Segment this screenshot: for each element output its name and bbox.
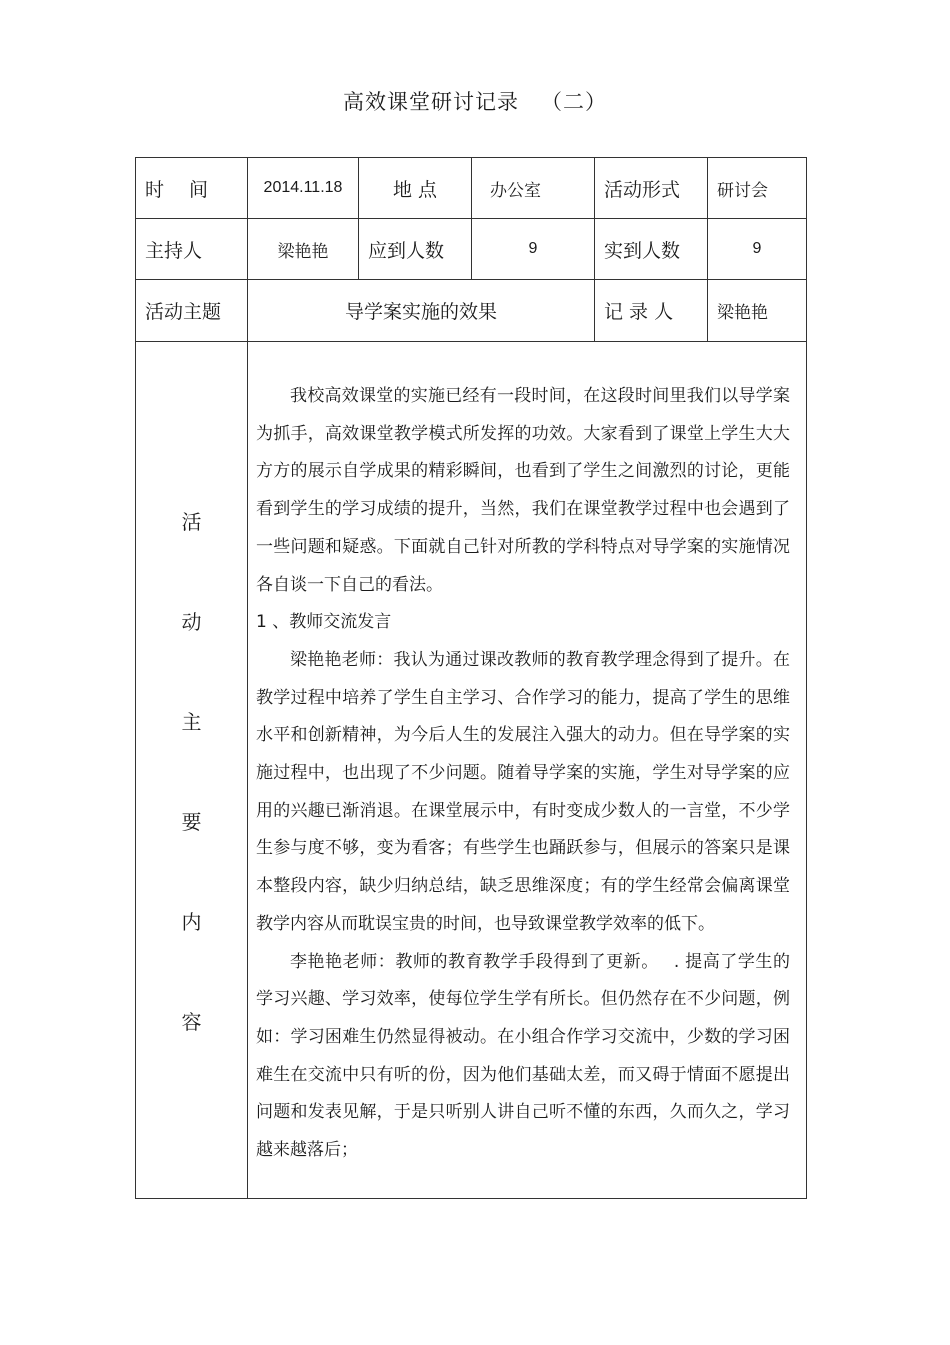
form-value: 研讨会 xyxy=(708,158,807,219)
side-char: 活 xyxy=(181,510,202,534)
host-value: 梁艳艳 xyxy=(248,219,359,280)
time-value: 2014.11.18 xyxy=(248,158,359,219)
side-char: 内 xyxy=(181,910,202,934)
side-char: 主 xyxy=(181,710,202,734)
side-char: 动 xyxy=(181,610,202,634)
row-time xyxy=(136,158,807,219)
form-label: 活动形式 xyxy=(595,158,708,219)
place-value: 办公室 xyxy=(472,158,595,219)
topic-value: 导学案实施的效果 xyxy=(248,280,595,342)
recorder-value: 梁艳艳 xyxy=(708,280,807,342)
speech-paragraph-1: 梁艳艳老师：我认为通过课改教师的教育教学理念得到了提升。在教学过程中培养了学生自主学习、合作学习的能力，提高了学生的思维水平和创新精神，为今后人生的发展注入强大的动力。但在导学案的实施过程中，也出现了不少问题。随着导学案的实施，学生对导学案的应用的兴趣已渐消退。在课堂展示中，有时变成少数人的一言堂，不少学生参与度不够，变为看客；有些学生也踊跃参与，但展示的答案只是课本整段内容，缺少归纳总结，缺乏思维深度；有的学生经常会偏离课堂教学内容从而耽误宝贵的时间，也导致课堂教学效率的低下。 xyxy=(256,649,790,934)
content-side-label xyxy=(136,342,248,1199)
row-host xyxy=(136,219,807,280)
expected-label: 应到人数 xyxy=(359,219,472,280)
time-label: 时 间 xyxy=(136,158,248,219)
row-topic xyxy=(136,280,807,342)
content-body xyxy=(248,342,807,1199)
expected-value: 9 xyxy=(472,219,595,280)
recorder-label: 记 录 人 xyxy=(595,280,708,342)
page-title xyxy=(0,86,950,116)
section-heading: 1 、教师交流发言 xyxy=(256,612,392,633)
actual-label: 实到人数 xyxy=(595,219,708,280)
title-main: 高效课堂研讨记录 xyxy=(343,90,519,114)
row-content xyxy=(136,342,807,1199)
actual-value: 9 xyxy=(708,219,807,280)
host-label: 主持人 xyxy=(136,219,248,280)
title-paren: （二） xyxy=(541,90,607,114)
speech-paragraph-2: 李艳艳老师：教师的教育教学手段得到了更新。 . 提高了学生的学习兴趣、学习效率，使每位学生学有所长。但仍然存在不少问题，例如：学习困难生仍然显得被动。在小组合作学习交流中，少数的学习困难生在交流中只有听的份，因为他们基础太差，而又碍于情面不愿提出问题和发表见解，于是只听别人讲自己听不懂的东西，久而久之，学习越来越落后； xyxy=(256,951,790,1161)
record-table xyxy=(135,157,807,1199)
side-char: 容 xyxy=(181,1010,202,1034)
side-char: 要 xyxy=(181,810,202,834)
intro-paragraph: 我校高效课堂的实施已经有一段时间，在这段时间里我们以导学案为抓手，高效课堂教学模式所发挥的功效。大家看到了课堂上学生大大方方的展示自学成果的精彩瞬间，也看到了学生之间激烈的讨论，更能看到学生的学习成绩的提升，当然，我们在课堂教学过程中也会遇到了一些问题和疑惑。下面就自己针对所教的学科特点对导学案的实施情况各自谈一下自己的看法。 xyxy=(256,386,790,595)
place-label: 地 点 xyxy=(359,158,472,219)
topic-label: 活动主题 xyxy=(136,280,248,342)
